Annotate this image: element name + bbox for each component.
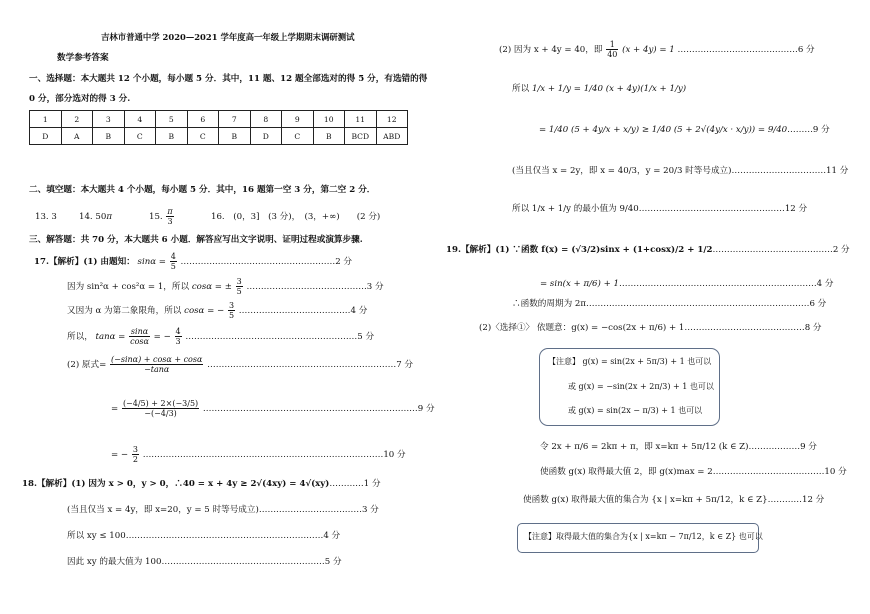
table-cell: 1: [30, 111, 62, 128]
q17-line4: [67, 325, 374, 349]
section1-line2: 0 分，部分选对的得 3 分.: [29, 94, 131, 104]
page-title: 吉林市普通中学 2020—2021 学年度高一年级上学期期末调研测试: [101, 32, 355, 42]
q18-line2: [67, 504, 379, 516]
fraction: [122, 399, 199, 418]
fraction-numerator: sinα: [130, 327, 149, 336]
fraction-denominator: 3: [167, 217, 173, 226]
math-expression: sinα =: [137, 257, 166, 267]
fraction-denominator: 3: [175, 337, 181, 346]
score-note: ……………………………………………………………………6 分: [586, 299, 827, 309]
fraction: [228, 301, 235, 320]
pi-symbol: π: [106, 212, 112, 222]
text-segment: 所以，: [67, 332, 93, 342]
table-cell: D: [250, 128, 282, 145]
score-note: ……………………………………………………………4 分: [619, 279, 834, 289]
section3-header: 三、解答题：共 70 分，本大题共 6 小题．解答应写出文字说明、证明过程或演算步骤.: [29, 235, 363, 245]
section2-header: 二、填空题：本大题共 4 个小题，每小题 5 分．其中，16 题第一空 3 分，第二空 2 分．: [29, 185, 376, 195]
q19-line6: [540, 466, 847, 478]
math-expression: 使函数 g(x) 取得最大值的集合为 {x | x=kπ + 5π/12，k ∈ Z}: [523, 495, 768, 505]
score-note: ………………………………………………2 分: [180, 257, 353, 267]
table-cell: 9: [282, 111, 314, 128]
fraction-numerator: 1: [606, 40, 618, 50]
table-cell: 11: [345, 111, 377, 128]
q17-line5: [67, 353, 413, 377]
q18b-line3: [539, 124, 830, 136]
q19-line4: [479, 322, 822, 334]
q19-line5: [540, 441, 817, 453]
q18b-line5: [512, 203, 807, 215]
q17-line1: [34, 250, 352, 274]
math-expression: 1/x + 1/y = 1/40 (x + 4y)(1/x + 1/y): [531, 84, 687, 94]
q19-line3: [512, 298, 826, 310]
table-cell: 3: [93, 111, 125, 128]
table-cell: B: [93, 128, 125, 145]
score-note: ……………………………………………………………4 分: [125, 531, 341, 541]
score-note: ……………………………………………………5 分: [185, 332, 375, 342]
fill-answer-14: [79, 211, 112, 223]
table-cell: B: [156, 128, 188, 145]
score-note: ……………………………………3 分: [246, 282, 384, 292]
table-cell: B: [313, 128, 345, 145]
score-note: ……………………………………8 分: [684, 323, 822, 333]
score-note: …………12 分: [767, 495, 825, 505]
text-segment: (当且仅当 x = 2y，即 x = 40/3，y = 20/3 时等号成立): [512, 166, 732, 176]
score-note: ………9 分: [787, 125, 830, 135]
fraction-numerator: (−sinα) + cosα + cosα: [111, 355, 203, 364]
text-segment: 所以 xy ≤ 100: [67, 531, 126, 541]
score-note: …………………………………………………………7 分: [207, 360, 413, 370]
fraction: [132, 445, 139, 464]
q18-line3: [67, 530, 340, 542]
text-segment: 所以 1/x + 1/y 的最小值为 9/40: [512, 204, 639, 214]
fraction-numerator: π: [167, 207, 173, 216]
score-note: ……………………………………………12 分: [638, 204, 808, 214]
math-expression: cosα = ±: [191, 282, 232, 292]
table-cell: 5: [156, 111, 188, 128]
answer-table: [29, 110, 408, 145]
math-expression: 令 2x + π/6 = 2kπ + π，即 x=kπ + 5π/12 (k ∈ Z): [540, 442, 749, 452]
note-line2: 或 g(x) = −sin(2x + 2π/3) + 1 也可以: [568, 382, 714, 391]
text-segment: 又因为 α 为第二象限角，所以: [67, 306, 182, 316]
fraction-denominator: −(−4/3): [144, 409, 177, 418]
table-cell: 10: [313, 111, 345, 128]
score-note: …………………………………………………5 分: [161, 557, 342, 567]
q17-line7: [111, 443, 406, 467]
text-segment: (2) 原式=: [67, 360, 107, 370]
math-expression: (2)〈选择①〉 依题意：g(x) = −cos(2x + π/6) + 1: [479, 323, 685, 333]
score-note: …………………………………………………………………9 分: [202, 404, 435, 414]
q17-line6: [111, 396, 435, 422]
fraction-denominator: 5: [170, 262, 176, 271]
fraction: [110, 355, 203, 374]
table-cell: 8: [250, 111, 282, 128]
score-note: ………………9 分: [748, 442, 817, 452]
math-expression: (x + 4y) = 1: [622, 45, 675, 55]
math-expression: = −: [153, 332, 171, 342]
math-expression: = sin(x + π/6) + 1: [540, 279, 619, 289]
answer-table-numbers-row: [30, 111, 408, 128]
text-segment: 因为 sin²α + cos²α = 1，所以: [67, 282, 190, 292]
fraction-denominator: 2: [132, 455, 138, 464]
fraction-numerator: 3: [132, 445, 138, 454]
section1-line1: 一、选择题：本大题共 12 个小题，每小题 5 分．其中，11 题、12 题全部选对的得 5 分，有选错的得: [29, 74, 428, 84]
fill-answer-13: 13. 3: [35, 212, 57, 222]
fraction: [129, 327, 150, 346]
fraction: [166, 207, 173, 226]
score-note: ………………………………3 分: [258, 505, 379, 515]
q18-line1: [22, 478, 381, 490]
q18b-line2: [512, 83, 686, 95]
score-note: …………………………………………………………………………10 分: [142, 450, 406, 460]
fraction-denominator: 5: [236, 287, 242, 296]
q17-label: 17.【解析】(1) 由题知：: [34, 257, 135, 267]
fraction-numerator: 3: [228, 301, 235, 310]
fraction: [236, 277, 243, 296]
fraction: [606, 40, 618, 59]
fraction-denominator: −tanα: [144, 365, 170, 374]
fill-answer-14-value: 14. 50: [79, 212, 107, 222]
fraction-numerator: 3: [236, 277, 242, 286]
table-cell: 7: [219, 111, 251, 128]
table-cell: A: [61, 128, 93, 145]
q19-line2: [540, 278, 833, 290]
note-line1: 【注意】 g(x) = sin(2x + 5π/3) + 1 也可以: [548, 357, 712, 366]
math-expression: cosα = −: [184, 306, 225, 316]
math-expression: = −: [111, 450, 129, 460]
q18b-line4: [512, 165, 848, 177]
math-expression: = 1/40 (5 + 4y/x + x/y) ≥ 1/40 (5 + 2√(4y/x · x/y)) = 9/40: [539, 125, 788, 135]
q18-line4: [67, 556, 342, 568]
page-subtitle: 数学参考答案: [57, 53, 109, 63]
note-line3: 或 g(x) = sin(2x − π/3) + 1 也可以: [568, 406, 703, 415]
math-expression: 使函数 g(x) 取得最大值 2，即 g(x)max = 2: [540, 467, 713, 477]
math-expression: 19.【解析】(1) ∵函数 f(x) = (√3/2)sinx + (1+cosx)/2 + 1/2: [446, 245, 713, 255]
fraction-numerator: (−4/5) + 2×(−3/5): [122, 399, 199, 408]
q17-line3: [67, 299, 367, 323]
table-cell: C: [187, 128, 219, 145]
text-segment: 因此 xy 的最大值为 100: [67, 557, 162, 567]
q18b-line1: [499, 38, 815, 62]
fill-answer-15: [149, 205, 175, 229]
table-cell: BCD: [345, 128, 377, 145]
fraction: [175, 327, 182, 346]
math-expression: 18.【解析】(1) 因为 x > 0，y > 0，∴40 = x + 4y ≥ 2√(4xy) = 4√(xy): [22, 479, 330, 489]
fraction-denominator: cosα: [130, 337, 149, 346]
fraction-denominator: 40: [607, 50, 618, 59]
table-cell: 2: [61, 111, 93, 128]
table-cell: C: [282, 128, 314, 145]
fraction: [170, 252, 177, 271]
score-note: ……………………………11 分: [731, 166, 849, 176]
score-note: …………………………………10 分: [712, 467, 847, 477]
answer-table-answers-row: [30, 128, 408, 145]
table-cell: C: [124, 128, 156, 145]
table-cell: ABD: [376, 128, 408, 145]
table-cell: 6: [187, 111, 219, 128]
note-line4: 【注意】取得最大值的集合为{x | x=kπ − 7π/12，k ∈ Z} 也可以: [524, 532, 763, 541]
text-segment: ∴函数的周期为 2π: [512, 299, 587, 309]
text-segment: (当且仅当 x = 4y，即 x=20，y = 5 时等号成立): [67, 505, 259, 515]
fill-answer-15-label: 15.: [149, 212, 163, 222]
fraction-denominator: 5: [228, 311, 235, 320]
table-cell: D: [30, 128, 62, 145]
table-cell: B: [219, 128, 251, 145]
score-note: …………………………………4 分: [238, 306, 368, 316]
score-note: ……………………………………6 分: [677, 45, 815, 55]
text-segment: 所以: [512, 84, 530, 94]
fill-answer-16: 16. (0，3] (3 分)， (3，+∞) (2 分): [211, 212, 381, 222]
score-note: …………1 分: [329, 479, 381, 489]
math-expression: tanα =: [95, 332, 126, 342]
score-note: ……………………………………2 分: [712, 245, 850, 255]
fraction-numerator: 4: [170, 252, 176, 261]
text-segment: (2) 因为 x + 4y = 40，即: [499, 45, 603, 55]
table-cell: 12: [376, 111, 408, 128]
math-expression: =: [111, 404, 119, 414]
table-cell: 4: [124, 111, 156, 128]
q19-line1: [446, 244, 850, 256]
fraction-numerator: 4: [175, 327, 181, 336]
q19-line7: [523, 494, 824, 506]
q17-line2: [67, 275, 384, 299]
